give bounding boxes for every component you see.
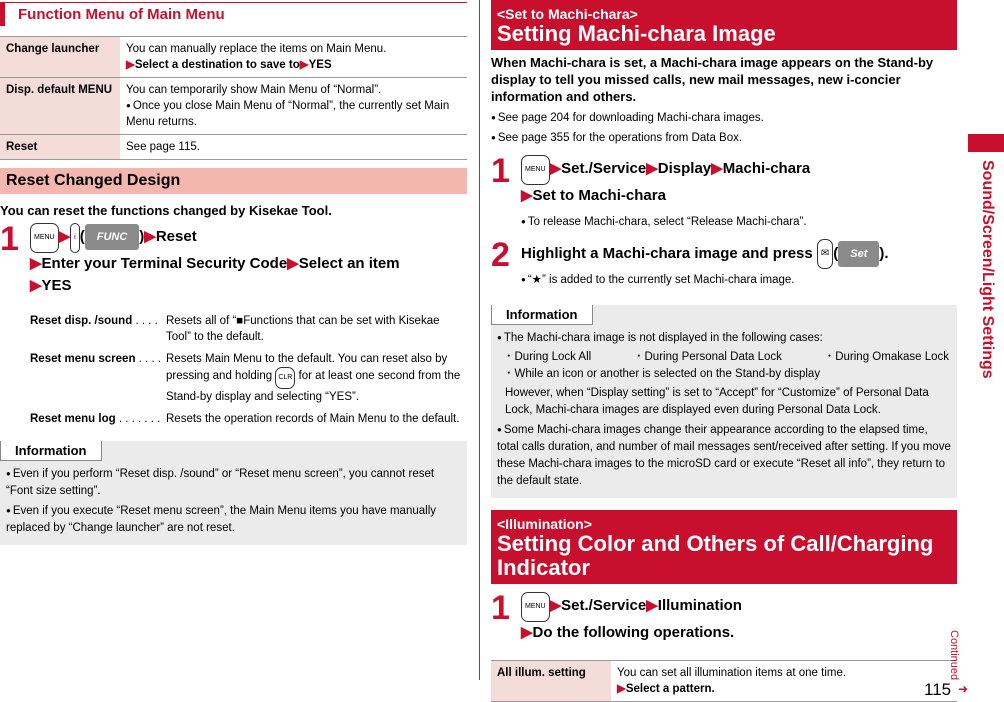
list-item: Reset menu screen . . . . Resets Main Menu to the default. You can reset also by pressing and holding CLR for at least one second from the Stand-by display and selecting “YES”. <box>30 353 461 403</box>
table-row <box>491 661 957 702</box>
info-box-right: Information ● The Machi-chara image is not displayed in the following cases: ・During Lock All ・During Personal Data Lock ・During Omakase Lock ・While an icon or another is selected on the Stand-by display However, when “Display setting” is set to “Accept” for “Customize” of Personal Data Lock, Machi-chara images are displayed even during Personal Data Lock. ● Some Machi-chara images change their appearance according to the elapsed time, total calls duration, and number of mail messages sent/received after setting. If you move these Machi-chara images to the microSD card or execute “Reset all info”, they return to the default state. <box>491 305 957 498</box>
i-key-icon: i <box>70 223 80 253</box>
note: ● See page 355 for the operations from Data Box. <box>491 129 957 147</box>
row-value: You can temporarily show Main Menu of “Normal”. ● Once you close Main Menu of “Normal”, the currently set Main Menu returns. <box>120 78 467 135</box>
row-key: All illum. setting <box>491 661 611 702</box>
table-row <box>0 135 467 160</box>
section-heading-function-menu: Function Menu of Main Menu <box>0 0 467 28</box>
machi-step-1: 1 MENU ▶Set./Service▶Display▶Machi-chara ▶Set to Machi-chara <box>491 152 811 204</box>
clr-key-icon: CLR <box>275 367 295 389</box>
arrow-icon: ▶ <box>287 255 299 272</box>
row-key: Change launcher <box>0 37 120 78</box>
illum-table <box>491 660 957 702</box>
machi-intro: When Machi-chara is set, a Machi-chara image appears on the Stand-by display to tell you missed calls, new mail messages, new i-concier information and others. <box>491 55 934 104</box>
side-tab-marker <box>968 134 1004 152</box>
menu-key-icon: MENU <box>521 155 550 185</box>
row-value: You can manually replace the items on Main Menu. ▶Select a destination to save to▶YES <box>120 37 467 78</box>
row-key: Reset <box>0 135 120 160</box>
row-key: Disp. default MENU <box>0 78 120 135</box>
arrow-icon: ▶ <box>549 160 562 177</box>
list-item: Reset menu log . . . . . . . Resets the operation records of Main Menu to the default. <box>30 413 460 425</box>
step-note: ● To release Machi-chara, select “Release Machi-chara”. <box>521 213 957 231</box>
section-heading-reset: Reset Changed Design <box>0 168 467 194</box>
continued-arrow-icon: ➜ <box>958 682 969 696</box>
continued-label: Continued <box>948 630 960 681</box>
arrow-icon: ▶ <box>30 255 42 272</box>
table-row <box>0 78 467 135</box>
arrow-icon: ▶ <box>58 228 71 245</box>
arrow-icon: ▶ <box>646 597 658 614</box>
reset-step-1: 1 MENU ▶ i ( FUNC )▶Reset ▶Enter your Terminal Security Code▶Select an item ▶YES <box>0 220 400 294</box>
arrow-icon: ▶ <box>711 160 723 177</box>
note: ● See page 204 for downloading Machi-chara images. <box>491 109 957 127</box>
menu-key-icon: MENU <box>521 592 550 622</box>
info-box-left: Information ● Even if you perform “Reset disp. /sound” or “Reset menu screen”, you cannot reset “Font size setting”. ● Even if you execute “Reset menu screen”, the Main Menu items you have manually replaced by “Change launcher” are not reset. <box>0 441 467 545</box>
menu-key-icon: MENU <box>30 223 59 253</box>
arrow-icon: ▶ <box>521 624 533 641</box>
arrow-icon: ▶ <box>30 277 42 294</box>
arrow-icon: ▶ <box>549 597 562 614</box>
arrow-icon: ▶ <box>299 59 309 71</box>
arrow-icon: ▶ <box>646 160 658 177</box>
illumination-heading: <Illumination> Setting Color and Others of Call/Charging Indicator <box>491 510 957 584</box>
function-menu-table <box>0 36 467 160</box>
arrow-icon: ▶ <box>521 187 533 204</box>
left-column <box>0 0 467 545</box>
func-softkey-icon: FUNC <box>85 224 140 250</box>
set-softkey-icon: Set <box>838 241 879 267</box>
step-note: ● “★” is added to the currently set Machi-chara image. <box>521 271 957 289</box>
info-label: Information <box>491 305 593 325</box>
machi-chara-heading: <Set to Machi-chara> Setting Machi-chara Image <box>491 0 957 50</box>
arrow-icon: ▶ <box>126 59 135 71</box>
arrow-icon: ▶ <box>144 228 156 245</box>
page-number: 115 <box>924 680 952 699</box>
column-divider <box>479 0 480 680</box>
side-chapter-title: Sound/Screen/Light Settings <box>979 160 996 379</box>
mail-key-icon: ✉ <box>817 239 833 269</box>
arrow-icon: ▶ <box>617 683 626 695</box>
row-value: See page 115. <box>120 135 467 160</box>
reset-items <box>30 313 467 427</box>
table-row <box>0 37 467 78</box>
list-item: Reset disp. /sound . . . . Resets all of “■Functions that can be set with Kisekae Tool” to the default. <box>30 315 440 343</box>
machi-step-2: 2 Highlight a Machi-chara image and press ✉ ( Set ). <box>491 236 889 274</box>
right-column <box>491 0 957 702</box>
reset-intro: You can reset the functions changed by Kisekae Tool. <box>0 203 332 218</box>
row-value: You can set all illumination items at one time. ▶Select a pattern. <box>611 661 957 702</box>
info-label: Information <box>0 441 102 461</box>
illum-step-1: 1 MENU ▶Set./Service▶Illumination ▶Do the following operations. <box>491 589 742 641</box>
